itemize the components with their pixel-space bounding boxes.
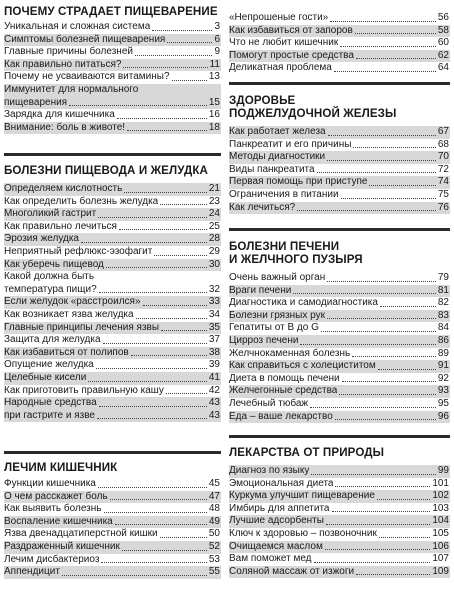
dot-leader: [310, 407, 436, 408]
section-title: ЛЕКАРСТВА ОТ ПРИРОДЫ: [229, 446, 385, 459]
toc-entry[interactable]: [229, 503, 450, 516]
entry-title: Внимание: боль в животе!: [4, 121, 126, 133]
dot-leader: [127, 130, 207, 131]
toc-entry[interactable]: [229, 528, 450, 541]
entry-title: Главные причины болезней: [4, 46, 133, 58]
page-number: 86: [437, 334, 449, 346]
toc-entry[interactable]: [4, 528, 221, 541]
entry-title: Ключ к здоровью – позвоночник: [229, 527, 377, 539]
toc-section-digestion: [4, 5, 221, 134]
toc-entry[interactable]: [4, 491, 221, 504]
entry-title: О чем расскажет боль: [4, 490, 108, 502]
entry-title: Помогут простые средства: [229, 49, 354, 61]
dot-leader: [99, 292, 207, 293]
dot-leader: [335, 419, 436, 420]
entry-title: Эмоциональная диета: [229, 477, 334, 489]
toc-entry[interactable]: [4, 221, 221, 234]
toc-entry[interactable]: [4, 196, 221, 209]
dot-leader: [377, 499, 430, 500]
page-number: 30: [208, 258, 220, 270]
toc-entry[interactable]: [229, 151, 450, 164]
dot-leader: [117, 118, 207, 119]
toc-entry[interactable]: [229, 478, 450, 491]
page-number: 37: [208, 334, 220, 346]
toc-entry[interactable]: [4, 71, 221, 84]
toc-entry[interactable]: [229, 398, 450, 411]
entry-title: Функции кишечника: [4, 478, 96, 489]
page-number: 102: [432, 490, 449, 502]
page-number: 83: [437, 309, 449, 321]
entry-title: Опущение желудка: [4, 359, 94, 371]
page-number: 67: [437, 126, 449, 137]
page-number: 92: [437, 372, 449, 384]
toc-entry[interactable]: [229, 164, 450, 177]
entry-title: Диета в помощь печени: [229, 372, 340, 384]
dot-leader: [152, 30, 212, 31]
entry-title: Виды панкреатита: [229, 163, 315, 175]
toc-entry[interactable]: [4, 322, 221, 335]
dot-leader: [103, 343, 207, 344]
entry-title-cont: температура пищи?: [4, 283, 97, 295]
page-number: 64: [437, 62, 449, 74]
entry-title: Как справиться с холециститом: [229, 360, 376, 372]
toc-entry[interactable]: [229, 139, 450, 152]
page-number: 24: [208, 208, 220, 220]
entry-title: Раздраженный кишечник: [4, 540, 120, 552]
page-number: 41: [208, 371, 220, 383]
dot-leader: [96, 368, 207, 369]
entry-title: Куркума улучшит пищеварение: [229, 490, 375, 502]
page-number: 81: [437, 284, 449, 296]
toc-section-nature-remedies: [229, 446, 450, 578]
section-title: ПОЧЕМУ СТРАДАЕТ ПИЩЕВАРЕНИЕ: [4, 5, 218, 18]
page-number: 43: [208, 409, 220, 421]
page-number: 42: [208, 384, 220, 396]
page-number: 49: [208, 515, 220, 527]
dot-leader: [101, 562, 206, 563]
entry-title: Главные принципы лечения язвы: [4, 321, 160, 333]
dot-leader: [81, 242, 207, 243]
page-number: 70: [437, 151, 449, 163]
entry-title: Неприятный рефлюкс-эзофагит: [4, 245, 153, 257]
page-number: 23: [208, 195, 220, 207]
dot-leader: [167, 42, 212, 43]
section-title-line2: И ЖЕЛЧНОГО ПУЗЫРЯ: [229, 253, 363, 266]
page-number: 79: [437, 272, 449, 283]
toc-entry[interactable]: [4, 233, 221, 246]
entry-title: Как правильно питаться?: [4, 58, 122, 70]
dot-leader: [300, 344, 435, 345]
entry-title: Цирроз печени: [229, 334, 299, 346]
page-number: 74: [437, 176, 449, 188]
dot-leader: [88, 381, 207, 382]
dot-leader: [97, 418, 207, 419]
entry-title: Вам поможет мед: [229, 553, 312, 565]
dot-leader: [327, 160, 436, 161]
entry-title: Эрозия желудка: [4, 233, 79, 245]
dot-leader: [131, 355, 207, 356]
dot-leader: [62, 575, 207, 576]
dot-leader: [339, 394, 436, 395]
dot-leader: [106, 267, 207, 268]
entry-title: «Непрошеные гости»: [229, 12, 329, 23]
toc-entry[interactable]: [4, 109, 221, 122]
page-number: 93: [437, 385, 449, 397]
toc-entry[interactable]: [229, 285, 450, 298]
entry-title: Какой должна быть: [4, 271, 95, 283]
toc-entry[interactable]: [229, 62, 450, 75]
entry-list: [229, 126, 450, 214]
page-number: 45: [208, 478, 220, 489]
dot-leader: [136, 318, 207, 319]
toc-entry[interactable]: [4, 309, 221, 322]
page-number: 47: [208, 490, 220, 502]
page-number: 33: [208, 296, 220, 308]
toc-entry[interactable]: [4, 21, 221, 34]
toc-entry[interactable]: [229, 272, 450, 285]
page-number: 3: [214, 21, 220, 32]
page-number: 62: [437, 49, 449, 61]
toc-entry[interactable]: [4, 372, 221, 385]
entry-title: Как лечиться?: [229, 201, 296, 213]
dot-leader: [327, 318, 436, 319]
page-number: 6: [214, 33, 220, 45]
toc-entry[interactable]: [4, 541, 221, 554]
toc-entry[interactable]: [229, 465, 450, 478]
dot-leader: [314, 562, 431, 563]
section-title: ЛЕЧИМ КИШЕЧНИК: [4, 461, 118, 474]
toc-entry[interactable]: [4, 122, 221, 135]
dot-leader: [160, 537, 207, 538]
toc-entry[interactable]: [229, 411, 450, 424]
page-number: 105: [432, 527, 449, 539]
page-number: 16: [208, 109, 220, 121]
entry-title: Иммунитет для нормального: [4, 83, 139, 95]
page-number: 9: [214, 46, 220, 58]
entry-title: Многоликий гастрит: [4, 208, 97, 220]
page-number: 25: [208, 220, 220, 232]
entry-title: Болезни грязных рук: [229, 309, 325, 321]
toc-entry[interactable]: [4, 208, 221, 221]
toc-entry[interactable]: [229, 25, 450, 38]
entry-list: [4, 183, 221, 422]
entry-title: при гастрите и язве: [4, 409, 95, 421]
entry-title: Очищаемся маслом: [229, 540, 323, 552]
toc-entry[interactable]: [4, 478, 221, 491]
toc-entry[interactable]: [229, 189, 450, 202]
dot-leader: [356, 58, 436, 59]
toc-section-intestine-cont: [229, 12, 450, 75]
entry-title: Первая помощь при приступе: [229, 176, 368, 188]
dot-leader: [353, 147, 435, 148]
entry-title: Ограничения в питании: [229, 188, 339, 200]
toc-entry[interactable]: [229, 541, 450, 554]
page-number: 103: [432, 502, 449, 514]
entry-title: Народные средства: [4, 397, 97, 409]
toc-entry[interactable]: [4, 296, 221, 309]
toc-entry[interactable]: [4, 347, 221, 360]
page-number: 106: [432, 540, 449, 552]
page-number: 76: [437, 201, 449, 213]
page-number: 96: [437, 410, 449, 422]
toc-entry[interactable]: [4, 410, 221, 423]
page-number: 11: [209, 58, 220, 70]
toc-entry[interactable]: [229, 310, 450, 323]
toc-entry[interactable]: [229, 490, 450, 503]
entry-title: Что не любит кишечник: [229, 37, 339, 49]
entry-title: Почему не усваиваются витамины?: [4, 71, 170, 83]
entry-title: Целебные кисели: [4, 371, 87, 383]
section-divider: [229, 435, 450, 438]
entry-title: Имбирь для аппетита: [229, 502, 330, 514]
entry-title: Защита для желудка: [4, 334, 101, 346]
entry-title: Как определить болезнь желудка: [4, 195, 159, 207]
entry-title: Как избавиться от запоров: [229, 24, 353, 36]
toc-entry[interactable]: [4, 503, 221, 516]
entry-title: Соляной массаж от изжоги: [229, 565, 355, 577]
page-number: 68: [437, 138, 449, 150]
dot-leader: [341, 198, 436, 199]
page-number: 91: [437, 360, 449, 372]
toc-entry[interactable]: [229, 12, 450, 25]
entry-title-cont: пищеварения: [4, 96, 68, 108]
entry-title: Методы диагностики: [229, 151, 326, 163]
entry-list: [4, 478, 221, 579]
entry-list: [229, 272, 450, 423]
entry-title: Желчегонные средства: [229, 385, 338, 397]
entry-title: Уникальная и сложная система: [4, 21, 151, 32]
section-divider: [229, 82, 450, 85]
entry-title: Если желудок «расстроился»: [4, 296, 141, 308]
entry-title: Язва двенадцатиперстной кишки: [4, 528, 158, 540]
toc-entry[interactable]: [4, 397, 221, 410]
toc-entry[interactable]: [4, 34, 221, 47]
toc-entry[interactable]: [229, 176, 450, 189]
page-number: 95: [437, 397, 449, 409]
entry-title: Как правильно лечиться: [4, 220, 117, 232]
dot-leader: [293, 293, 436, 294]
page-number: 53: [208, 553, 220, 565]
toc-entry[interactable]: [229, 126, 450, 139]
dot-leader: [172, 80, 207, 81]
dot-leader: [69, 105, 207, 106]
dot-leader: [98, 217, 207, 218]
dot-leader: [160, 204, 207, 205]
entry-title: Симптомы болезней пищеварения: [4, 33, 166, 45]
dot-leader: [321, 331, 436, 332]
dot-leader: [378, 369, 436, 370]
toc-section-liver: [229, 240, 450, 423]
page-number: 29: [208, 245, 220, 257]
entry-title: Определяем кислотность: [4, 183, 123, 194]
page-number: 48: [208, 503, 220, 515]
page-number: 60: [437, 37, 449, 49]
dot-leader: [327, 281, 436, 282]
toc-entry[interactable]: [4, 84, 221, 109]
section-divider: [229, 228, 450, 231]
entry-title: Как уберечь пищевод: [4, 258, 104, 270]
page-number: 43: [208, 397, 220, 409]
entry-title: Воспаление кишечника: [4, 515, 113, 527]
toc-entry[interactable]: [229, 37, 450, 50]
dot-leader: [119, 229, 207, 230]
dot-leader: [123, 67, 207, 68]
entry-title: Лечим дисбактериоз: [4, 553, 100, 565]
section-title: ЗДОРОВЬЕ: [229, 94, 296, 107]
entry-title: Деликатная проблема: [229, 62, 332, 74]
section-title: БОЛЕЗНИ ПЕЧЕНИ: [229, 240, 340, 253]
toc-entry[interactable]: [4, 516, 221, 529]
entry-title: Враги печени: [229, 284, 292, 296]
dot-leader: [356, 574, 430, 575]
entry-list: [229, 465, 450, 578]
page-number: 15: [208, 96, 220, 108]
page-number: 107: [432, 553, 449, 565]
dot-leader: [334, 71, 436, 72]
dot-leader: [110, 499, 207, 500]
toc-entry[interactable]: [229, 202, 450, 215]
toc-section-intestine: [4, 461, 221, 579]
dot-leader: [98, 487, 207, 488]
dot-leader: [328, 135, 436, 136]
entry-list: [229, 12, 450, 75]
dot-leader: [135, 55, 212, 56]
dot-leader: [104, 512, 207, 513]
toc-entry[interactable]: [4, 46, 221, 59]
dot-leader: [332, 511, 431, 512]
dot-leader: [115, 524, 207, 525]
dot-leader: [297, 210, 436, 211]
dot-leader: [335, 486, 430, 487]
toc-entry[interactable]: [4, 385, 221, 398]
entry-title: Гепатиты от В до G: [229, 322, 319, 334]
dot-leader: [122, 550, 207, 551]
page-number: 72: [437, 163, 449, 175]
dot-leader: [330, 21, 436, 22]
toc-entry[interactable]: [229, 515, 450, 528]
dot-leader: [99, 406, 207, 407]
page-number: 38: [208, 346, 220, 358]
page-number: 56: [437, 12, 449, 23]
dot-leader: [325, 549, 430, 550]
toc-entry[interactable]: [4, 59, 221, 72]
entry-title: Как избавиться от полипов: [4, 346, 129, 358]
toc-entry[interactable]: [4, 566, 221, 579]
entry-title: Аппендицит: [4, 566, 60, 578]
page-number: 75: [437, 188, 449, 200]
dot-leader: [369, 185, 435, 186]
entry-title: Лучшие адсорбенты: [229, 515, 324, 527]
entry-title: Как работает железа: [229, 126, 326, 137]
toc-entry[interactable]: [229, 553, 450, 566]
section-title: БОЛЕЗНИ ПИЩЕВОДА И ЖЕЛУДКА: [4, 164, 208, 177]
toc-entry[interactable]: [229, 50, 450, 63]
page-number: 101: [432, 477, 449, 489]
toc-entry[interactable]: [229, 335, 450, 348]
toc-entry[interactable]: [229, 348, 450, 361]
page-number: 34: [208, 308, 220, 320]
dot-leader: [124, 192, 207, 193]
dot-leader: [379, 537, 430, 538]
page-number: 104: [432, 515, 449, 527]
toc-section-pancreas: [229, 94, 450, 214]
page-number: 39: [208, 359, 220, 371]
entry-title: Как приготовить правильную кашу: [4, 384, 164, 396]
dot-leader: [326, 524, 430, 525]
page-number: 32: [208, 283, 220, 295]
toc-entry[interactable]: [4, 271, 221, 296]
page-number: 21: [208, 183, 220, 194]
section-divider: [4, 153, 221, 156]
toc-entry[interactable]: [4, 183, 221, 196]
section-title-line2: ПОДЖЕЛУДОЧНОЙ ЖЕЛЕЗЫ: [229, 107, 397, 120]
toc-entry[interactable]: [229, 373, 450, 386]
toc-entry[interactable]: [229, 385, 450, 398]
dot-leader: [355, 33, 436, 34]
page-number: 89: [437, 347, 449, 359]
entry-title: Очень важный орган: [229, 272, 326, 283]
page-number: 28: [208, 233, 220, 245]
entry-title: Еда – ваше лекарство: [229, 410, 333, 422]
entry-title: Как выявить болезнь: [4, 503, 102, 515]
page-number: 84: [437, 322, 449, 334]
toc-entry[interactable]: [229, 322, 450, 335]
entry-title: Панкреатит и его причины: [229, 138, 352, 150]
entry-title: Диагноз по языку: [229, 465, 310, 476]
dot-leader: [143, 305, 207, 306]
entry-title: Как возникает язва желудка: [4, 308, 134, 320]
toc-entry[interactable]: [229, 360, 450, 373]
page-number: 58: [437, 24, 449, 36]
page-number: 52: [208, 540, 220, 552]
page-number: 55: [208, 566, 220, 578]
dot-leader: [161, 330, 207, 331]
entry-title: Лечебный тюбаж: [229, 397, 309, 409]
toc-entry[interactable]: [4, 554, 221, 567]
dot-leader: [342, 381, 436, 382]
page-number: 50: [208, 528, 220, 540]
toc-entry[interactable]: [4, 246, 221, 259]
dot-leader: [340, 46, 436, 47]
dot-leader: [166, 393, 207, 394]
page-number: 18: [208, 121, 220, 133]
dot-leader: [154, 255, 207, 256]
entry-title: Желчнокаменная болезнь: [229, 347, 351, 359]
toc-entry[interactable]: [229, 297, 450, 310]
page-number: 82: [437, 297, 449, 309]
page-number: 13: [208, 71, 220, 83]
toc-entry[interactable]: [4, 334, 221, 347]
dot-leader: [352, 356, 436, 357]
page-number: 109: [432, 565, 449, 577]
entry-list: [4, 21, 221, 134]
dot-leader: [311, 474, 436, 475]
toc-section-esophagus-stomach: [4, 164, 221, 422]
dot-leader: [317, 172, 436, 173]
page-number: 99: [437, 465, 449, 476]
section-divider: [4, 451, 221, 454]
entry-title: Диагностика и самодиагностика: [229, 297, 378, 309]
toc-entry[interactable]: [4, 359, 221, 372]
page-number: 35: [208, 321, 220, 333]
entry-title: Зарядка для кишечника: [4, 109, 115, 121]
toc-entry[interactable]: [4, 259, 221, 272]
dot-leader: [380, 306, 436, 307]
toc-entry[interactable]: [229, 566, 450, 579]
